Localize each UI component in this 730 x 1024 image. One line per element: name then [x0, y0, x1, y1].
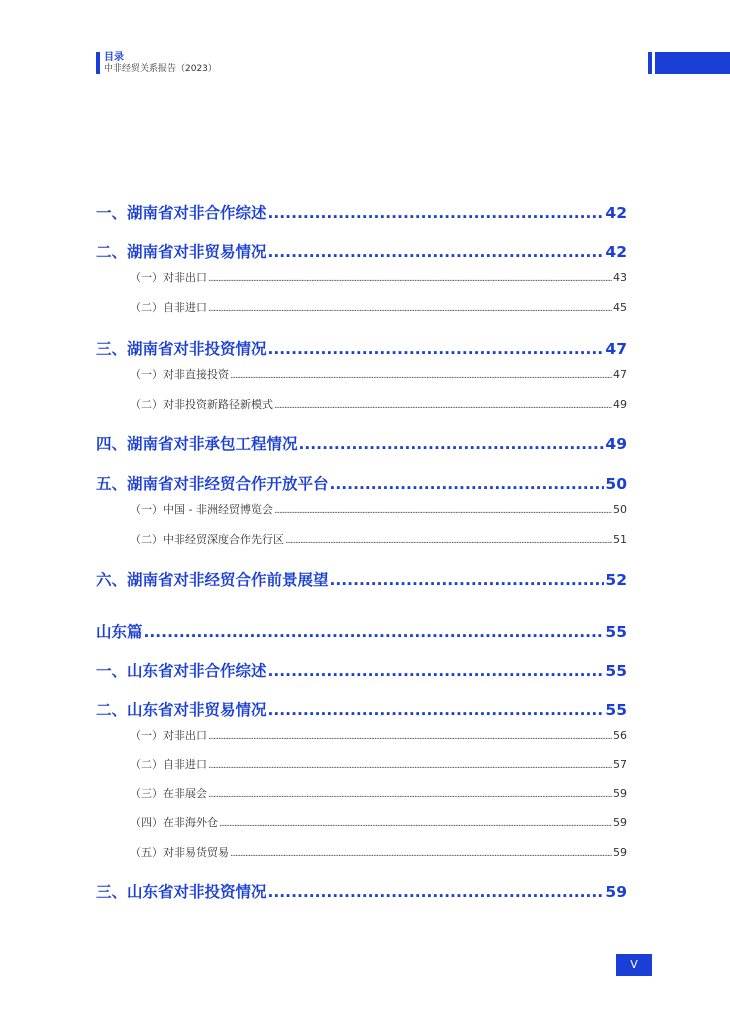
toc-entry-page: 59: [613, 816, 627, 829]
toc-section-entry[interactable]: [130, 845, 627, 861]
toc-entry-page: 55: [605, 662, 627, 680]
toc-leader-dots: [330, 570, 605, 590]
toc-entry-title: （二）对非投资新路径新模式: [130, 398, 273, 411]
toc-section-entry[interactable]: [130, 300, 627, 316]
toc-entry-title: 一、湖南省对非合作综述: [96, 204, 267, 222]
toc-chapter-entry[interactable]: [96, 203, 627, 223]
toc-leader-dots: [274, 398, 612, 414]
toc-leader-dots: [268, 661, 605, 681]
toc-entry-page: 59: [613, 846, 627, 859]
toc-entry-page: 59: [613, 787, 627, 800]
toc-section-entry[interactable]: [130, 815, 627, 831]
toc-entry-page: 45: [613, 301, 627, 314]
toc-section-entry[interactable]: [130, 786, 627, 802]
toc-leader-dots: [330, 474, 605, 494]
toc-entry-page: 55: [605, 701, 627, 719]
toc-chapter-entry[interactable]: [96, 700, 627, 720]
page-number: V: [616, 954, 652, 976]
toc-entry-page: 52: [605, 571, 627, 589]
toc-entry-title: 六、湖南省对非经贸合作前景展望: [96, 571, 329, 589]
toc-entry-title: 山东篇: [96, 623, 143, 641]
toc-leader-dots: [208, 758, 612, 774]
toc-entry-title: 四、湖南省对非承包工程情况: [96, 435, 298, 453]
toc-leader-dots: [299, 434, 605, 454]
toc-chapter-entry[interactable]: [96, 339, 627, 359]
toc-leader-dots: [219, 816, 612, 832]
toc-leader-dots: [208, 271, 612, 287]
header-subtitle: 中非经贸关系报告（2023）: [104, 64, 217, 74]
toc-leader-dots: [268, 882, 605, 902]
toc-entry-title: 三、山东省对非投资情况: [96, 883, 267, 901]
toc-entry-page: 42: [605, 243, 627, 261]
toc-entry-page: 49: [605, 435, 627, 453]
toc-section-entry[interactable]: [130, 502, 627, 518]
toc-entry-title: （一）对非出口: [130, 729, 207, 742]
toc-entry-title: 三、湖南省对非投资情况: [96, 340, 267, 358]
toc-section-entry[interactable]: [130, 757, 627, 773]
toc-chapter-entry[interactable]: [96, 882, 627, 902]
toc-entry-page: 47: [613, 368, 627, 381]
toc-entry-title: （一）中国 - 非洲经贸博览会: [130, 503, 273, 516]
toc-leader-dots: [230, 846, 612, 862]
toc-section-entry[interactable]: [130, 397, 627, 413]
toc-entry-title: （一）对非出口: [130, 271, 207, 284]
toc-leader-dots: [274, 503, 612, 519]
toc-entry-page: 50: [605, 475, 627, 493]
toc-entry-page: 56: [613, 729, 627, 742]
toc-chapter-entry[interactable]: [96, 242, 627, 262]
toc-entry-page: 55: [605, 623, 627, 641]
toc-entry-page: 51: [613, 533, 627, 546]
toc-leader-dots: [208, 301, 612, 317]
header-decor-block: [655, 52, 730, 74]
toc-leader-dots: [208, 787, 612, 803]
toc-leader-dots: [208, 729, 612, 745]
toc-section-entry[interactable]: [130, 532, 627, 548]
toc-leader-dots: [230, 368, 612, 384]
toc-entry-page: 49: [613, 398, 627, 411]
toc-section-entry[interactable]: [130, 367, 627, 383]
header-decor-thin-bar: [648, 52, 652, 74]
toc-entry-title: （二）自非进口: [130, 301, 207, 314]
toc-entry-page: 43: [613, 271, 627, 284]
toc-section-entry[interactable]: [130, 270, 627, 286]
toc-leader-dots: [268, 700, 605, 720]
toc-leader-dots: [285, 533, 612, 549]
toc-entry-title: 二、山东省对非贸易情况: [96, 701, 267, 719]
toc-entry-page: 47: [605, 340, 627, 358]
toc-entry-page: 50: [613, 503, 627, 516]
toc-section-entry[interactable]: [130, 728, 627, 744]
toc-entry-title: 五、湖南省对非经贸合作开放平台: [96, 475, 329, 493]
toc-entry-title: （五）对非易货贸易: [130, 846, 229, 859]
toc-chapter-entry[interactable]: [96, 622, 627, 642]
toc-chapter-entry[interactable]: [96, 474, 627, 494]
toc-leader-dots: [144, 622, 605, 642]
toc-entry-page: 57: [613, 758, 627, 771]
toc-entry-page: 59: [605, 883, 627, 901]
toc-chapter-entry[interactable]: [96, 434, 627, 454]
toc-entry-title: （二）自非进口: [130, 758, 207, 771]
toc-entry-title: （四）在非海外仓: [130, 816, 218, 829]
toc-entry-title: 二、湖南省对非贸易情况: [96, 243, 267, 261]
toc-entry-page: 42: [605, 204, 627, 222]
toc-entry-title: （三）在非展会: [130, 787, 207, 800]
toc-leader-dots: [268, 339, 605, 359]
header-title: 目录: [104, 52, 124, 63]
toc-chapter-entry[interactable]: [96, 661, 627, 681]
toc-leader-dots: [268, 242, 605, 262]
header-accent-bar: [96, 52, 100, 74]
toc-leader-dots: [268, 203, 605, 223]
toc-entry-title: （一）对非直接投资: [130, 368, 229, 381]
toc-chapter-entry[interactable]: [96, 570, 627, 590]
toc-entry-title: （二）中非经贸深度合作先行区: [130, 533, 284, 546]
toc-entry-title: 一、山东省对非合作综述: [96, 662, 267, 680]
